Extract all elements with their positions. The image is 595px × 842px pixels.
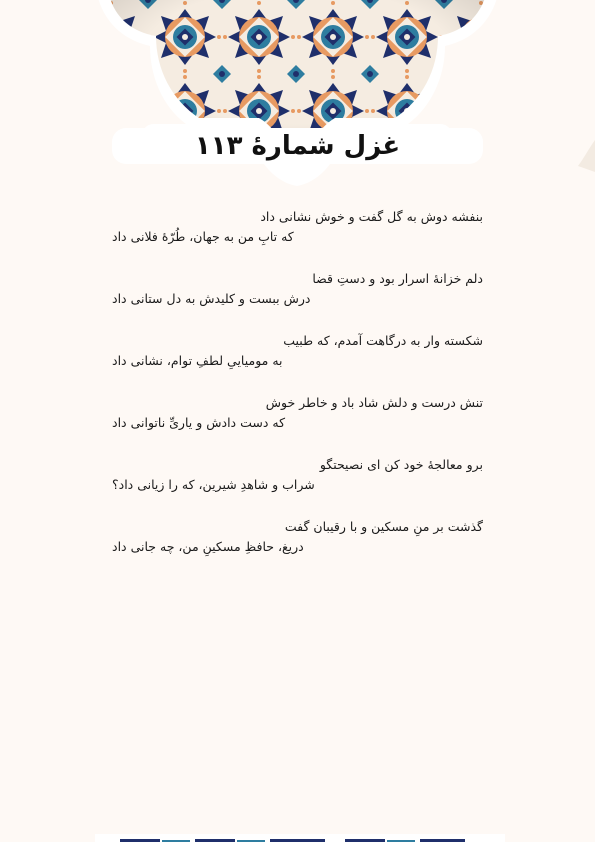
couplet bbox=[112, 393, 483, 455]
header-ornament bbox=[0, 0, 595, 200]
poem-title: غزل شمارهٔ ۱۱۳ bbox=[194, 131, 401, 161]
first-hemistich: شکسته وار به درگاهت آمدم، که طبیب bbox=[283, 333, 483, 348]
first-hemistich: تنش درست و دلش شاد باد و خاطر خوش bbox=[265, 395, 483, 410]
second-hemistich: که دست دادش و یاریِّ ناتوانی داد bbox=[112, 415, 286, 430]
footer-ornament bbox=[0, 834, 595, 842]
first-hemistich: بنفشه دوش به گل گفت و خوش نشانی داد bbox=[260, 209, 483, 224]
second-hemistich: دریغ، حافظِ مسکینِ من، چه جانی داد bbox=[112, 539, 304, 554]
couplet bbox=[112, 331, 483, 393]
first-hemistich: دلم خزانهٔ اسرار بود و دستِ قضا bbox=[312, 271, 483, 286]
couplet bbox=[112, 517, 483, 579]
first-hemistich: گذشت بر منِ مسکین و با رقیبان گفت bbox=[284, 519, 483, 534]
first-hemistich: برو معالجهٔ خود کن ای نصیحتگو bbox=[319, 457, 483, 472]
second-hemistich: که تابِ من به جهان، طُرّهٔ فلانی داد bbox=[112, 229, 294, 244]
couplet bbox=[112, 269, 483, 331]
couplet bbox=[112, 207, 483, 269]
second-hemistich: درش ببست و کلیدش به دل ستانی داد bbox=[112, 291, 311, 306]
second-hemistich: به مومیاییِ لطفِ توام، نشانی داد bbox=[112, 353, 283, 368]
second-hemistich: شراب و شاهدِ شیرین، که را زیانی داد؟ bbox=[112, 477, 315, 492]
poem-body bbox=[112, 207, 483, 579]
couplet bbox=[112, 455, 483, 517]
